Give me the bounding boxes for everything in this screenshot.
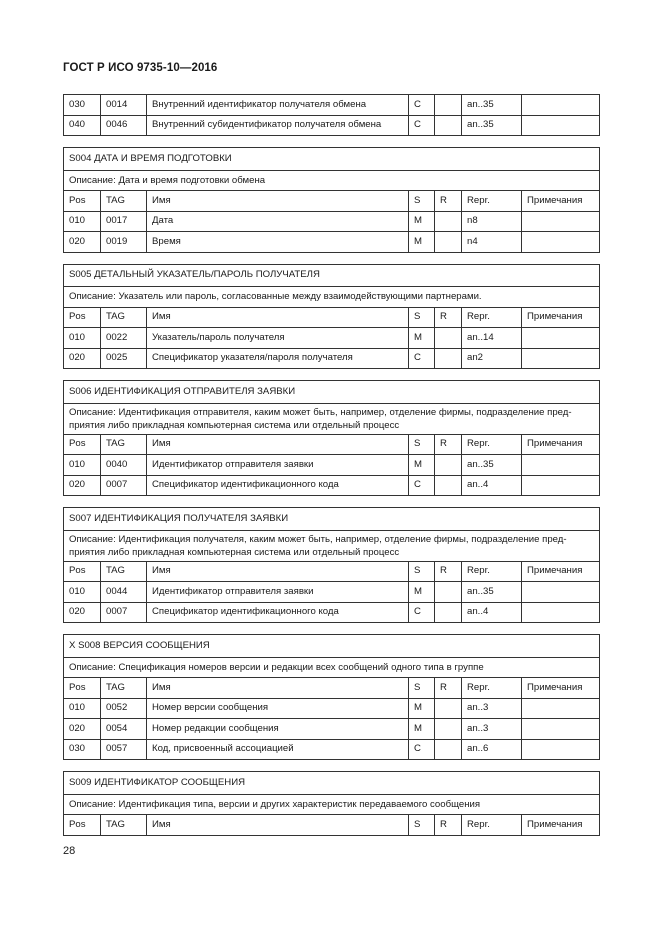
segment-title-row [64, 264, 600, 287]
segment-description: Описание: Дата и время подготовки обмена [64, 170, 600, 191]
cell-r [435, 582, 462, 603]
page-number: 28 [63, 845, 76, 857]
col-header-notes: Примечания [522, 191, 600, 212]
cell-tag: 0044 [101, 582, 147, 603]
cell-r [435, 232, 462, 253]
cell-pos: 010 [64, 582, 101, 603]
cell-r [435, 739, 462, 760]
cell-notes [522, 698, 600, 719]
col-header-tag: TAG [101, 678, 147, 699]
description-line: Описание: Идентификация получателя, каким может быть, например, отделение фирмы, подразделение пред- [69, 533, 567, 545]
cell-tag: 0007 [101, 602, 147, 623]
col-header-r: R [435, 434, 462, 455]
cell-tag: 0022 [101, 328, 147, 349]
table-row [64, 719, 600, 740]
column-header-row [64, 815, 600, 836]
cell-repr: an..4 [462, 602, 522, 623]
segment-title-row [64, 148, 600, 171]
column-header-row [64, 434, 600, 455]
cell-pos: 010 [64, 455, 101, 476]
col-header-s: S [409, 561, 435, 582]
description-line: Описание: Идентификация отправителя, каким может быть, например, отделение фирмы, подразделение пред- [69, 406, 572, 418]
cell-notes [522, 115, 600, 136]
cell-s: C [409, 115, 435, 136]
cell-repr: an..3 [462, 698, 522, 719]
cell-tag: 0046 [101, 115, 147, 136]
segment-title-row [64, 772, 600, 795]
cell-name: Номер редакции сообщения [147, 719, 409, 740]
segment-description-row [64, 403, 600, 434]
document-header: ГОСТ Р ИСО 9735-10—2016 [63, 62, 218, 74]
cell-s: M [409, 328, 435, 349]
col-header-r: R [435, 561, 462, 582]
col-header-name: Имя [147, 678, 409, 699]
col-header-r: R [435, 191, 462, 212]
cell-r [435, 95, 462, 116]
table-row [64, 739, 600, 760]
cell-repr: n8 [462, 211, 522, 232]
segment-title: S004 ДАТА И ВРЕМЯ ПОДГОТОВКИ [64, 148, 600, 171]
segment-title: S009 ИДЕНТИФИКАТОР СООБЩЕНИЯ [64, 772, 600, 795]
cell-notes [522, 211, 600, 232]
segment-title: X S008 ВЕРСИЯ СООБЩЕНИЯ [64, 635, 600, 658]
col-header-tag: TAG [101, 434, 147, 455]
segment-title-row [64, 381, 600, 404]
description-line: приятия либо прикладная компьютерная система или отдельный процесс [69, 419, 400, 431]
table-gap [63, 496, 599, 507]
col-header-notes: Примечания [522, 434, 600, 455]
cell-notes [522, 95, 600, 116]
column-header-row [64, 307, 600, 328]
cell-name: Внутренний субидентификатор получателя обмена [147, 115, 409, 136]
segment-table-s004 [63, 147, 600, 253]
table-row [64, 115, 600, 136]
col-header-tag: TAG [101, 561, 147, 582]
col-header-tag: TAG [101, 815, 147, 836]
segment-description [64, 530, 600, 561]
cell-repr: an2 [462, 348, 522, 369]
cell-pos: 020 [64, 232, 101, 253]
col-header-r: R [435, 815, 462, 836]
cell-s: C [409, 95, 435, 116]
cell-name: Внутренний идентификатор получателя обмена [147, 95, 409, 116]
col-header-r: R [435, 678, 462, 699]
table-gap [63, 760, 599, 771]
cell-name: Идентификатор отправителя заявки [147, 582, 409, 603]
col-header-s: S [409, 434, 435, 455]
cell-repr: an..35 [462, 455, 522, 476]
cell-repr: an..35 [462, 115, 522, 136]
col-header-pos: Pos [64, 191, 101, 212]
cell-s: C [409, 475, 435, 496]
cell-name: Спецификатор идентификационного кода [147, 475, 409, 496]
cell-r [435, 698, 462, 719]
cell-s: M [409, 719, 435, 740]
col-header-pos: Pos [64, 815, 101, 836]
table-row [64, 698, 600, 719]
segment-description: Описание: Указатель или пароль, согласованные между взаимодействующими партнерами. [64, 287, 600, 308]
cell-name: Спецификатор указателя/пароля получателя [147, 348, 409, 369]
cell-name: Номер версии сообщения [147, 698, 409, 719]
cell-s: M [409, 232, 435, 253]
cell-repr: an..35 [462, 95, 522, 116]
cell-name: Спецификатор идентификационного кода [147, 602, 409, 623]
cell-r [435, 475, 462, 496]
cell-pos: 020 [64, 602, 101, 623]
col-header-repr: Repr. [462, 561, 522, 582]
cell-r [435, 328, 462, 349]
continuation-table [63, 94, 600, 136]
segment-table-s008 [63, 634, 600, 760]
segment-description-row [64, 794, 600, 815]
table-row [64, 602, 600, 623]
segment-title: S005 ДЕТАЛЬНЫЙ УКАЗАТЕЛЬ/ПАРОЛЬ ПОЛУЧАТЕЛЯ [64, 264, 600, 287]
table-gap [63, 136, 599, 147]
segment-description: Описание: Идентификация типа, версии и других характеристик передаваемого сообщения [64, 794, 600, 815]
col-header-pos: Pos [64, 678, 101, 699]
col-header-s: S [409, 191, 435, 212]
col-header-name: Имя [147, 815, 409, 836]
cell-pos: 040 [64, 115, 101, 136]
cell-s: C [409, 602, 435, 623]
cell-name: Идентификатор отправителя заявки [147, 455, 409, 476]
table-row [64, 232, 600, 253]
cell-pos: 010 [64, 328, 101, 349]
column-header-row [64, 678, 600, 699]
cell-s: M [409, 211, 435, 232]
cell-tag: 0057 [101, 739, 147, 760]
cell-r [435, 211, 462, 232]
cell-tag: 0054 [101, 719, 147, 740]
table-gap [63, 369, 599, 380]
col-header-name: Имя [147, 191, 409, 212]
cell-repr: an..35 [462, 582, 522, 603]
cell-name: Указатель/пароль получателя [147, 328, 409, 349]
column-header-row [64, 561, 600, 582]
col-header-name: Имя [147, 434, 409, 455]
col-header-notes: Примечания [522, 678, 600, 699]
col-header-repr: Repr. [462, 191, 522, 212]
segment-description-row [64, 530, 600, 561]
segment-title: S007 ИДЕНТИФИКАЦИЯ ПОЛУЧАТЕЛЯ ЗАЯВКИ [64, 508, 600, 531]
cell-pos: 020 [64, 348, 101, 369]
cell-repr: an..6 [462, 739, 522, 760]
segment-description [64, 403, 600, 434]
cell-notes [522, 232, 600, 253]
segment-description-row [64, 287, 600, 308]
segment-table-s005 [63, 264, 600, 370]
cell-tag: 0017 [101, 211, 147, 232]
cell-s: M [409, 582, 435, 603]
cell-notes [522, 328, 600, 349]
col-header-s: S [409, 815, 435, 836]
table-row [64, 475, 600, 496]
cell-s: M [409, 455, 435, 476]
cell-pos: 030 [64, 95, 101, 116]
segment-description: Описание: Спецификация номеров версии и редакции всех сообщений одного типа в группе [64, 657, 600, 678]
cell-tag: 0040 [101, 455, 147, 476]
col-header-repr: Repr. [462, 815, 522, 836]
segment-title-row [64, 635, 600, 658]
cell-pos: 020 [64, 719, 101, 740]
cell-r [435, 455, 462, 476]
cell-repr: n4 [462, 232, 522, 253]
cell-s: M [409, 698, 435, 719]
col-header-name: Имя [147, 307, 409, 328]
cell-notes [522, 475, 600, 496]
col-header-pos: Pos [64, 561, 101, 582]
col-header-notes: Примечания [522, 307, 600, 328]
col-header-notes: Примечания [522, 815, 600, 836]
cell-s: C [409, 348, 435, 369]
table-gap [63, 623, 599, 634]
cell-tag: 0025 [101, 348, 147, 369]
table-gap [63, 253, 599, 264]
cell-notes [522, 582, 600, 603]
col-header-pos: Pos [64, 307, 101, 328]
cell-r [435, 602, 462, 623]
segment-table-s006 [63, 380, 600, 496]
col-header-s: S [409, 307, 435, 328]
col-header-notes: Примечания [522, 561, 600, 582]
cell-pos: 010 [64, 211, 101, 232]
segment-tables [63, 94, 599, 836]
cell-r [435, 115, 462, 136]
cell-notes [522, 739, 600, 760]
col-header-name: Имя [147, 561, 409, 582]
cell-tag: 0019 [101, 232, 147, 253]
table-row [64, 95, 600, 116]
segment-table-s007 [63, 507, 600, 623]
cell-tag: 0014 [101, 95, 147, 116]
table-row [64, 328, 600, 349]
cell-r [435, 719, 462, 740]
cell-repr: an..3 [462, 719, 522, 740]
cell-pos: 010 [64, 698, 101, 719]
cell-notes [522, 455, 600, 476]
column-header-row [64, 191, 600, 212]
col-header-repr: Repr. [462, 307, 522, 328]
cell-s: C [409, 739, 435, 760]
cell-notes [522, 602, 600, 623]
cell-name: Время [147, 232, 409, 253]
cell-tag: 0007 [101, 475, 147, 496]
cell-notes [522, 719, 600, 740]
table-row [64, 348, 600, 369]
description-line: приятия либо прикладная компьютерная система или отдельный процесс [69, 546, 400, 558]
table-row [64, 455, 600, 476]
segment-title-row [64, 508, 600, 531]
col-header-tag: TAG [101, 191, 147, 212]
col-header-repr: Repr. [462, 678, 522, 699]
table-row [64, 211, 600, 232]
cell-name: Код, присвоенный ассоциацией [147, 739, 409, 760]
col-header-r: R [435, 307, 462, 328]
cell-repr: an..14 [462, 328, 522, 349]
segment-description-row [64, 657, 600, 678]
cell-name: Дата [147, 211, 409, 232]
cell-pos: 030 [64, 739, 101, 760]
col-header-pos: Pos [64, 434, 101, 455]
col-header-tag: TAG [101, 307, 147, 328]
cell-r [435, 348, 462, 369]
segment-table-s009 [63, 771, 600, 836]
cell-pos: 020 [64, 475, 101, 496]
segment-title: S006 ИДЕНТИФИКАЦИЯ ОТПРАВИТЕЛЯ ЗАЯВКИ [64, 381, 600, 404]
cell-repr: an..4 [462, 475, 522, 496]
segment-description-row [64, 170, 600, 191]
table-row [64, 582, 600, 603]
col-header-s: S [409, 678, 435, 699]
col-header-repr: Repr. [462, 434, 522, 455]
cell-notes [522, 348, 600, 369]
cell-tag: 0052 [101, 698, 147, 719]
